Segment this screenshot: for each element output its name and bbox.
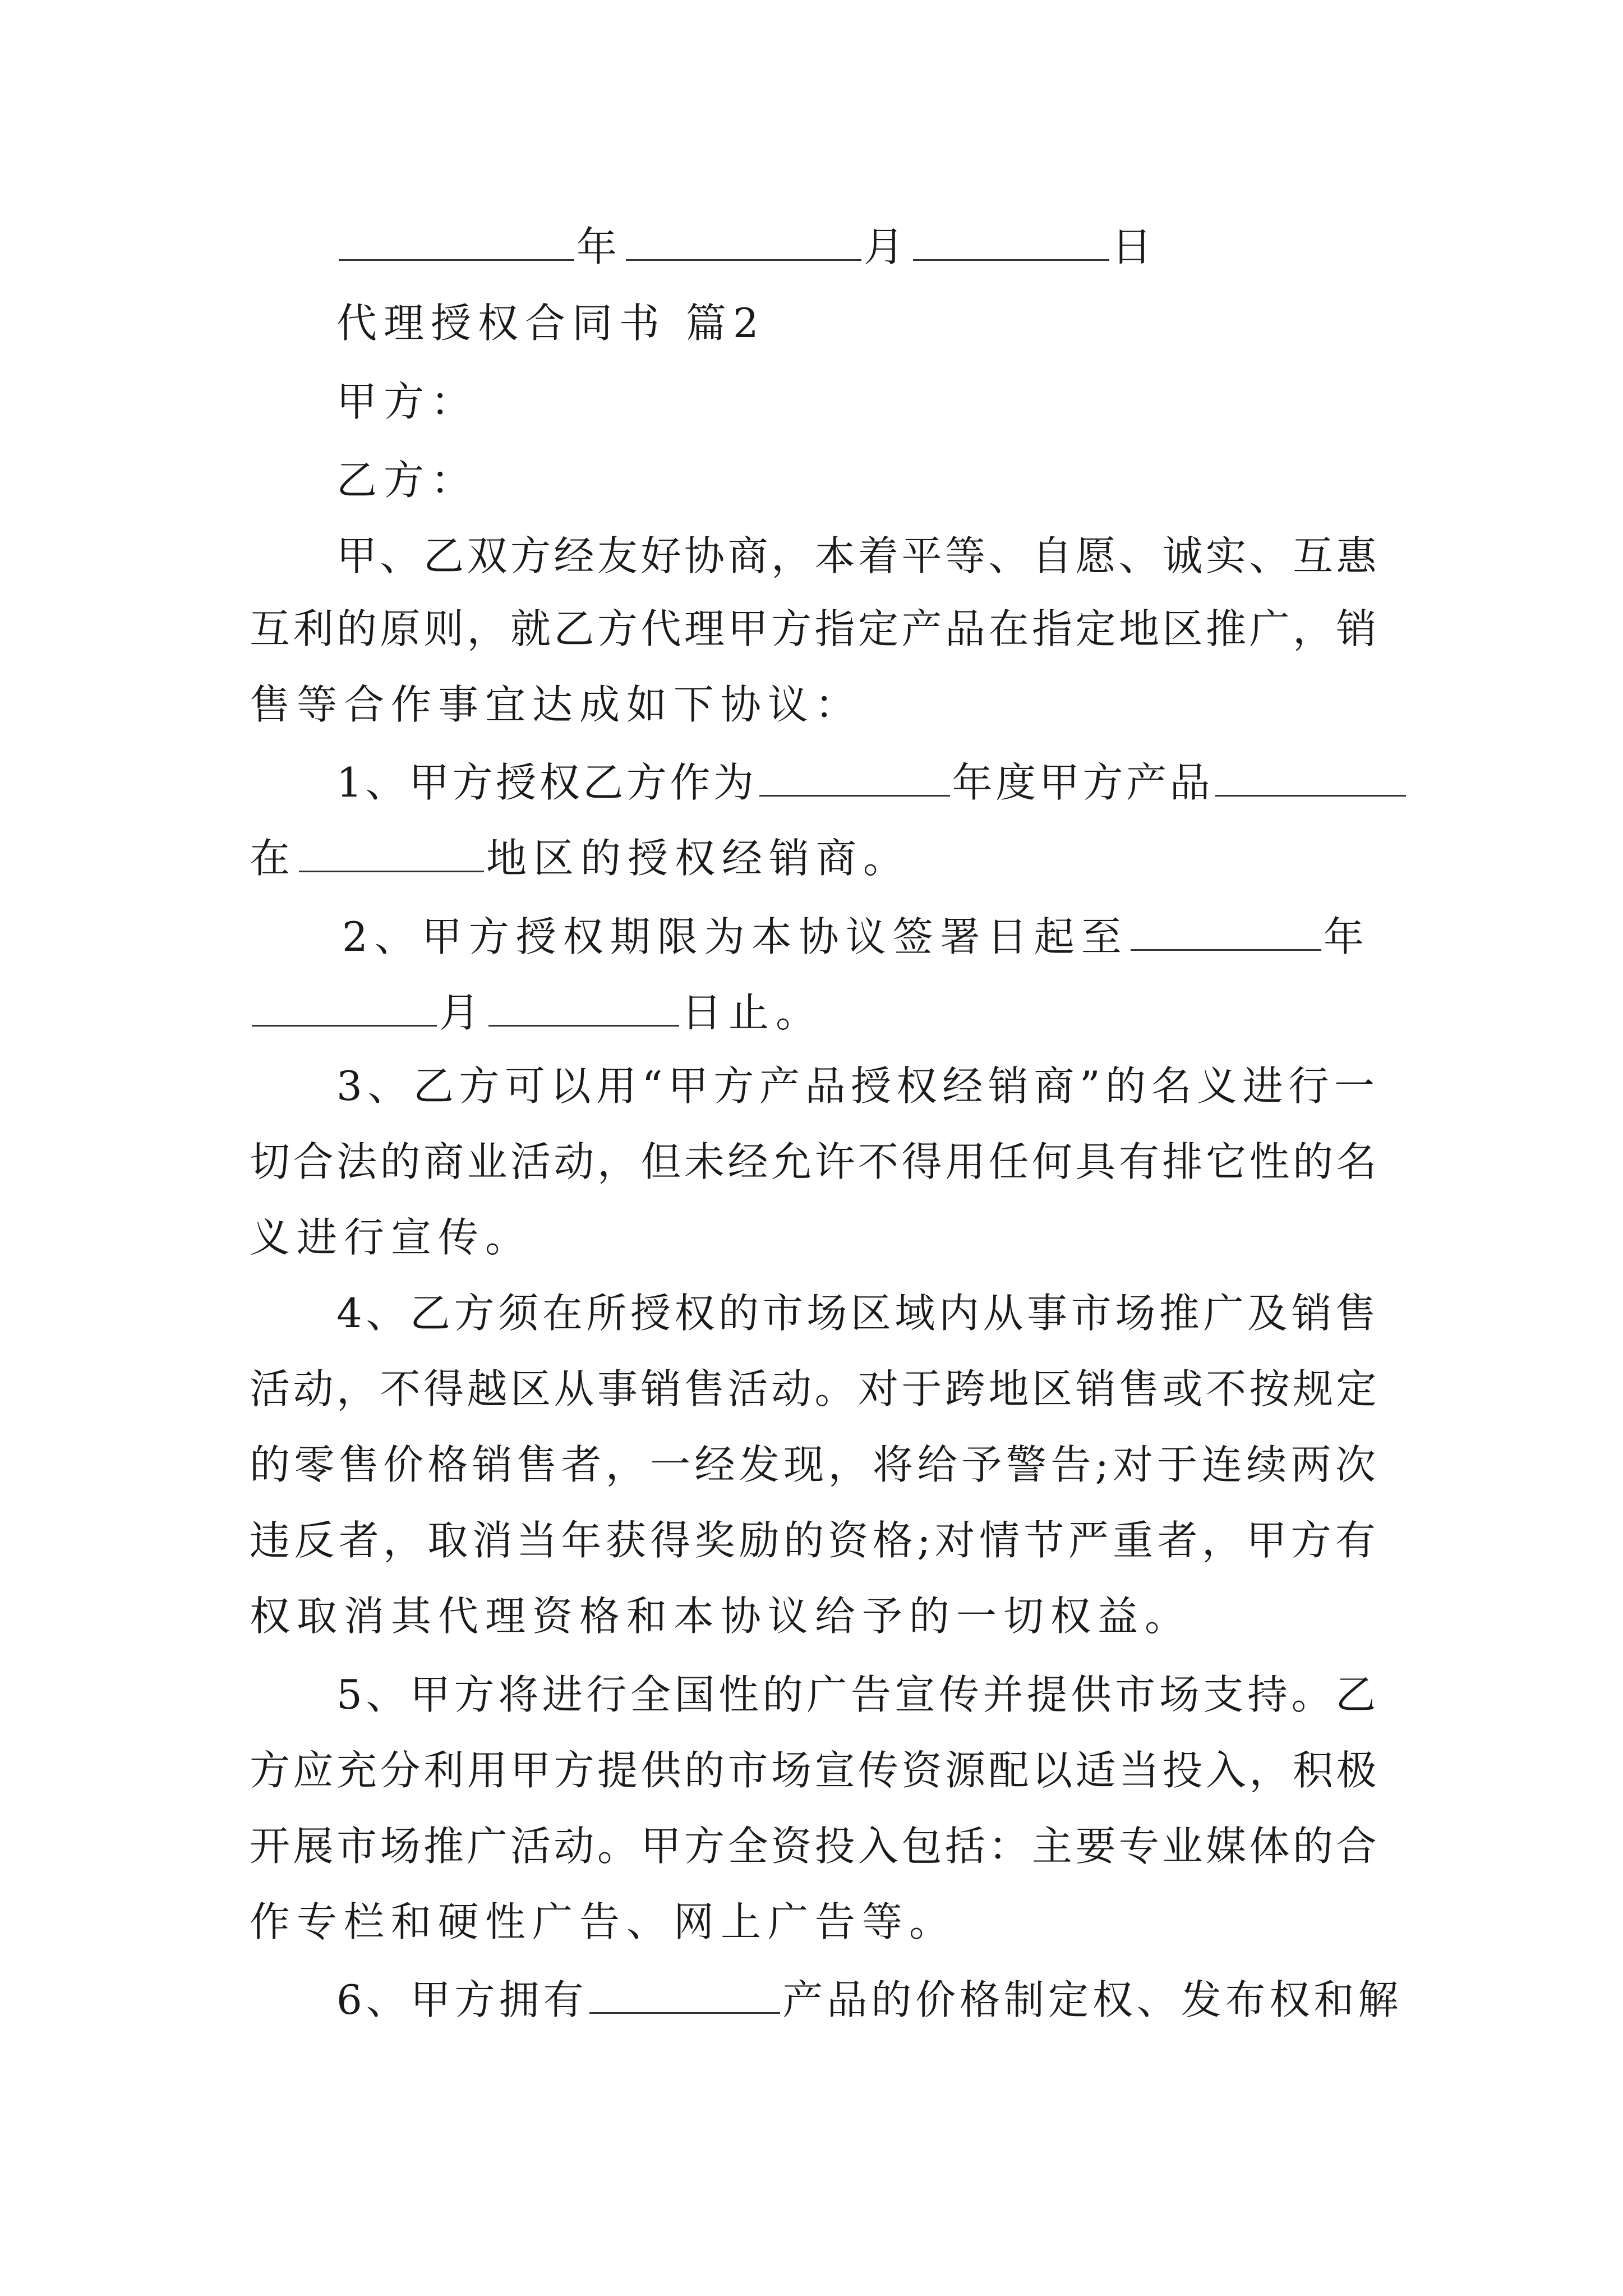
- clause-text: 月: [439, 989, 487, 1036]
- party-b-label: 乙方：: [336, 457, 478, 504]
- blank-field: [589, 1977, 780, 2014]
- paragraph-line: 权取消其代理资格和本协议给予的一切权益。: [250, 1593, 1192, 1640]
- party-a-label: 甲方：: [336, 378, 478, 425]
- paragraph-line: 互利的原则，就乙方代理甲方指定产品在指定地区推广，销: [250, 605, 1380, 652]
- blank-field: [759, 760, 950, 797]
- clause-text: 产品的价格制定权、发布权和解: [782, 1976, 1403, 2023]
- blank-field: [626, 224, 861, 261]
- paragraph-line: 开展市场推广活动。甲方全资投入包括：主要专业媒体的合: [250, 1823, 1380, 1870]
- date-line: [336, 223, 1159, 270]
- document-heading: 代理授权合同书 篇2: [336, 300, 766, 347]
- clause-text: 年度甲方产品: [952, 759, 1214, 806]
- blank-field: [488, 990, 679, 1027]
- paragraph-line: 作专栏和硬性广告、网上广告等。: [250, 1898, 957, 1945]
- clause-text: 年: [1323, 913, 1371, 960]
- blank-field: [1215, 760, 1406, 797]
- paragraph-line: 活动，不得越区从事销售活动。对于跨地区销售或不按规定: [250, 1365, 1380, 1412]
- date-year-label: 年: [577, 223, 624, 270]
- clause-text: 在: [250, 835, 297, 882]
- clause-text: 1、甲方授权乙方作为: [336, 759, 757, 806]
- clause-text: 地区的授权经销商。: [486, 835, 911, 882]
- clause-text: 日止。: [681, 989, 823, 1036]
- blank-field: [1131, 914, 1321, 951]
- blank-field: [299, 836, 484, 872]
- clause-text: 6、甲方拥有: [336, 1976, 588, 2023]
- blank-field: [252, 990, 437, 1027]
- paragraph-line: 切合法的商业活动，但未经允许不得用任何具有排它性的名: [250, 1138, 1380, 1185]
- clause-1-line: [250, 835, 911, 882]
- paragraph-line: 5、甲方将进行全国性的广告宣传并提供市场支持。乙: [336, 1671, 1380, 1718]
- paragraph-line: 3、乙方可以用“甲方产品授权经销商”的名义进行一: [336, 1062, 1380, 1110]
- blank-field: [339, 224, 574, 261]
- paragraph-line: 义进行宣传。: [250, 1214, 533, 1261]
- date-day-label: 日: [1112, 223, 1159, 270]
- clause-1-line: [336, 759, 1408, 806]
- blank-field: [913, 224, 1109, 261]
- paragraph-line: 售等合作事宜达成如下协议：: [250, 681, 863, 728]
- paragraph-line: 的零售价格销售者，一经发现，将给予警告;对于连续两次: [250, 1441, 1380, 1488]
- clause-2-line: [342, 913, 1371, 960]
- date-month-label: 月: [864, 223, 911, 270]
- paragraph-line: 违反者，取消当年获得奖励的资格;对情节严重者，甲方有: [250, 1517, 1380, 1564]
- clause-text: 2、甲方授权期限为本协议签署日起至: [342, 913, 1128, 960]
- paragraph-line: 方应充分利用甲方提供的市场宣传资源配以适当投入，积极: [250, 1747, 1380, 1794]
- clause-6-line: [336, 1976, 1403, 2023]
- clause-2-line: [250, 989, 823, 1036]
- paragraph-line: 4、乙方须在所授权的市场区域内从事市场推广及销售: [336, 1290, 1380, 1337]
- paragraph-line: 甲、乙双方经友好协商，本着平等、自愿、诚实、互惠: [336, 532, 1380, 579]
